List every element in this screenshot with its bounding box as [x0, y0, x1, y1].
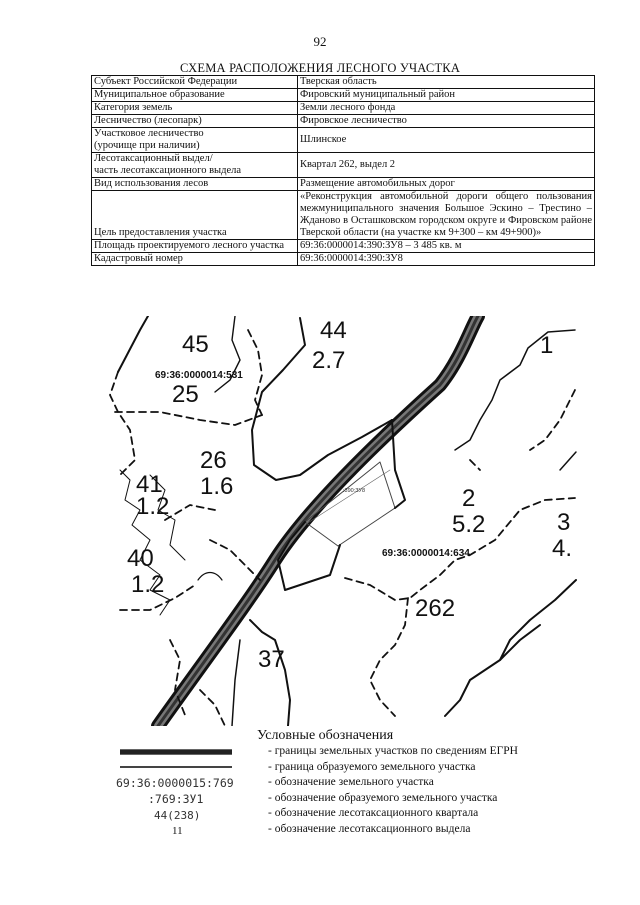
parcel-boundary: [232, 640, 240, 726]
row-value: Фировский муниципальный район: [298, 89, 595, 102]
table-row: [92, 102, 595, 115]
page-number: 92: [313, 34, 327, 49]
forest-boundary: [210, 540, 260, 580]
row-label: Субъект Российской Федерации: [92, 76, 298, 89]
parcel-boundary: [250, 620, 290, 726]
quarter-label: 41: [136, 471, 163, 498]
document-title: СХЕМА РАСПОЛОЖЕНИЯ ЛЕСНОГО УЧАСТКА: [179, 61, 461, 75]
allotment-label: 5.2: [452, 511, 486, 538]
row-label: Категория земель: [92, 102, 298, 115]
legend-item: - обозначение лесотаксационного квартала: [268, 807, 479, 820]
parcel-boundary: [445, 580, 576, 716]
quarter-label: 262: [415, 595, 456, 622]
table-row: [92, 128, 595, 153]
table-row: [92, 191, 595, 240]
stream-arc: [198, 573, 222, 581]
egrn-boundary-symbol: [120, 749, 232, 755]
cadastral-label: 69:36:0000014:531: [155, 370, 243, 381]
forest-boundary: [110, 372, 135, 475]
legend-items: [268, 744, 518, 838]
cadastral-symbol: 69:36:0000015:769: [116, 776, 234, 790]
row-value: 69:36:0000014:390:ЗУ8: [298, 253, 595, 266]
allotment-label: 2.7: [312, 347, 346, 374]
legend-item: - граница образуемого земельного участка: [268, 760, 476, 773]
forest-boundary: [200, 690, 225, 726]
cadastral-label: 69:36:0000014:634: [382, 548, 470, 559]
plot-info-table: [91, 75, 595, 266]
row-value: Тверская область: [298, 76, 595, 89]
quarter-label: 40: [127, 545, 154, 572]
row-label: Цель предоставления участка: [92, 191, 298, 240]
row-value: 69:36:0000014:390:ЗУ8 – 3 485 кв. м: [298, 240, 595, 253]
new-plot-symbol: :769:ЗУ1: [148, 792, 204, 806]
quarter-label: 1: [540, 332, 554, 359]
forest-boundary: [165, 505, 215, 520]
forest-boundary: [370, 598, 408, 716]
quarter-symbol: 44(238): [154, 809, 201, 822]
row-value: «Реконструкция автомобильной дороги общего пользования межмуниципального значения Большое Эскино – Трестино – Жданово в Осташковском городском округе и Фировском районе Тверской области (на участке км 9+300 – км 49+900)»: [298, 191, 595, 240]
quarter-label: 45: [182, 331, 209, 358]
legend-item: - границы земельных участков по сведениям ЕГРН: [268, 745, 518, 757]
table-row: [92, 89, 595, 102]
forest-boundary: [115, 412, 262, 425]
parcel-boundary: [455, 330, 575, 450]
table-row: [92, 253, 595, 266]
row-value: Квартал 262, выдел 2: [298, 153, 595, 178]
row-value: Шлинское: [298, 128, 595, 153]
allotment-label: 1.2: [131, 571, 165, 598]
legend-item: - обозначение лесотаксационного выдела: [268, 822, 471, 835]
row-value: Размещение автомобильных дорог: [298, 178, 595, 191]
parcel-boundary: [560, 452, 576, 470]
new-plot-label: :390:ЗУ8: [343, 488, 366, 494]
forest-boundary: [470, 460, 480, 470]
legend-title: Условные обозначения: [257, 728, 394, 743]
table-row: [92, 240, 595, 253]
quarter-label: 37: [258, 646, 285, 673]
map-legend: [0, 728, 640, 905]
quarter-label: 2: [462, 485, 476, 512]
quarter-label: 25: [172, 381, 199, 408]
row-label: Муниципальное образование: [92, 89, 298, 102]
allotment-symbol: 11: [172, 825, 183, 837]
plot-location-map: [90, 316, 580, 726]
table-row: [92, 76, 595, 89]
row-label: Участковое лесничество (урочище при наличии): [92, 128, 298, 153]
table-row: [92, 153, 595, 178]
legend-item: - обозначение земельного участка: [268, 776, 434, 789]
quarter-label: 3: [557, 509, 571, 536]
table-row: [92, 115, 595, 128]
parcel-boundary: [118, 316, 148, 372]
allotment-label: 4.: [552, 535, 573, 562]
row-value: Земли лесного фонда: [298, 102, 595, 115]
new-plot-boundary-symbol: [120, 766, 232, 768]
row-label: Лесотаксационный выдел/ часть лесотаксационного выдела: [92, 153, 298, 178]
table-row: [92, 178, 595, 191]
row-label: Вид использования лесов: [92, 178, 298, 191]
row-label: Лесничество (лесопарк): [92, 115, 298, 128]
allotment-label: 1.2: [136, 493, 170, 520]
forest-boundary: [530, 390, 575, 450]
quarter-label: 44: [320, 317, 347, 344]
allotment-label: 1.6: [200, 473, 234, 500]
row-label: Площадь проектируемого лесного участка: [92, 240, 298, 253]
legend-item: - обозначение образуемого земельного участка: [268, 791, 498, 804]
row-label: Кадастровый номер: [92, 253, 298, 266]
row-value: Фировское лесничество: [298, 115, 595, 128]
quarter-label: 26: [200, 447, 227, 474]
